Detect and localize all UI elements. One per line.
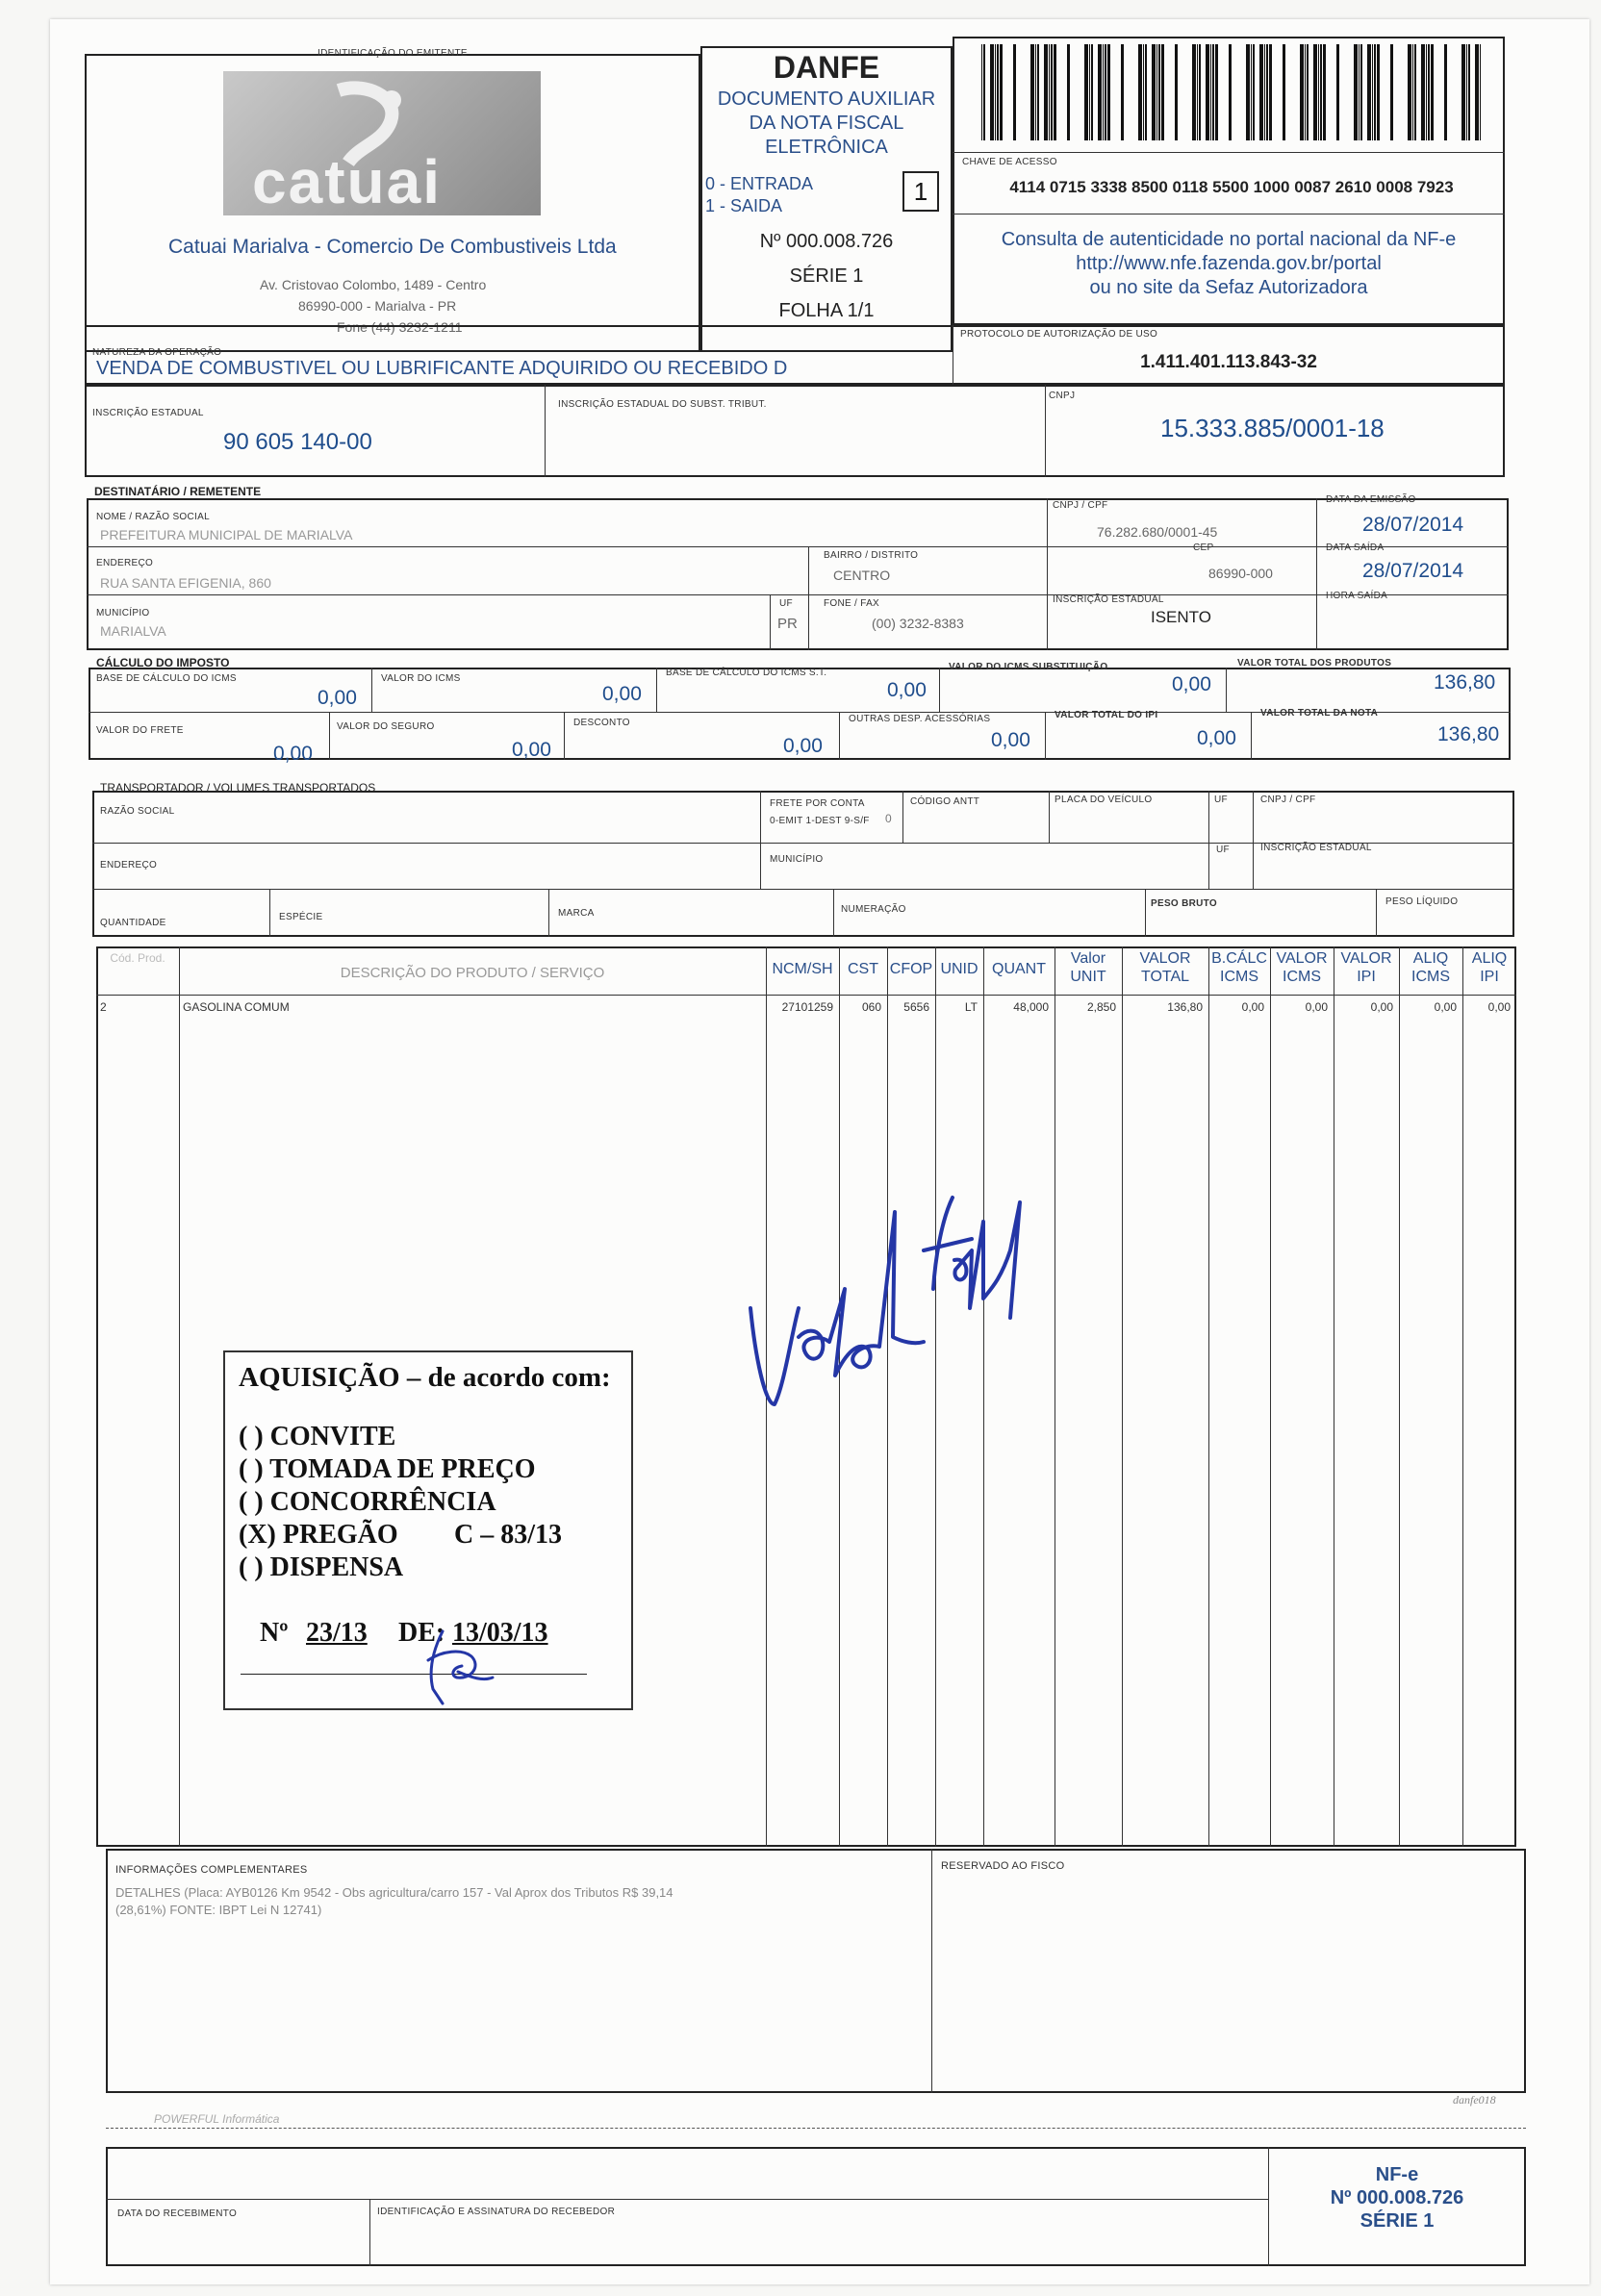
barcode-bar — [1307, 44, 1309, 140]
receipt-date-label: DATA DO RECEBIMENTO — [117, 2208, 238, 2219]
barcode-bar — [1264, 44, 1265, 140]
barcode-bar — [1431, 44, 1434, 140]
consult-line-2: http://www.nfe.fazenda.gov.br/portal — [1076, 253, 1382, 274]
barcode-bar — [1480, 44, 1481, 140]
uf-label: UF — [779, 598, 793, 609]
carrier-name-label: RAZÃO SOCIAL — [100, 806, 175, 817]
barcode-bar — [1468, 44, 1470, 140]
barcode-bar — [1253, 44, 1255, 140]
recipient-name: PREFEITURA MUNICIPAL DE MARIALVA — [100, 527, 353, 542]
emitter-name: Catuai Marialva - Comercio De Combustiveis Ltda — [168, 236, 617, 258]
info-line-2: (28,61%) FONTE: IBPT Lei N 12741) — [115, 1903, 322, 1917]
ie-value: 90 605 140-00 — [223, 429, 372, 455]
stamp-date-label: DE: — [398, 1618, 445, 1648]
barcode-bar — [1444, 44, 1447, 140]
barcode-bar — [1121, 44, 1124, 140]
entrada-label: 0 - ENTRADA — [705, 174, 814, 193]
danfe-subtitle-1: DOCUMENTO AUXILIAR — [717, 88, 936, 110]
danfe-serie: SÉRIE 1 — [789, 265, 864, 287]
barcode-bar — [1421, 44, 1425, 140]
barcode-bar — [1475, 44, 1479, 140]
phone-label: FONE / FAX — [824, 598, 880, 609]
emitter-logo — [223, 71, 541, 215]
column-divider — [1462, 946, 1463, 1847]
danfe-subtitle-2: DA NOTA FISCAL — [749, 113, 904, 134]
fisco-label: RESERVADO AO FISCO — [941, 1860, 1065, 1872]
barcode-bar — [1354, 44, 1358, 140]
recipient-address: RUA SANTA EFIGENIA, 860 — [100, 575, 271, 591]
recipient-cnpj: 76.282.680/0001-45 — [1097, 524, 1218, 540]
column-divider — [1208, 946, 1209, 1847]
footer-right: danfe018 — [1453, 2093, 1496, 2107]
consult-line-3: ou no site da Sefaz Autorizadora — [1089, 277, 1368, 298]
ipi: 0,00 — [1197, 727, 1236, 749]
column-header-cfop: CFOP — [889, 961, 933, 977]
operation-type-box — [902, 171, 939, 212]
consult-line-1: Consulta de autenticidade no portal nacional da NF-e — [1001, 229, 1457, 250]
stamp-option-concorrencia: ( ) CONCORRÊNCIA — [239, 1487, 496, 1517]
barcode-bar — [1013, 44, 1016, 140]
barcode-bar — [1152, 44, 1156, 140]
city: MARIALVA — [100, 623, 166, 639]
barcode-bar — [1103, 44, 1104, 140]
ie-st-label: INSCRIÇÃO ESTADUAL DO SUBST. TRIBUT. — [558, 399, 767, 410]
emitter-address-2: 86990-000 - Marialva - PR — [298, 298, 457, 314]
exit-date: 28/07/2014 — [1362, 560, 1464, 582]
numbering-label: NUMERAÇÃO — [841, 904, 906, 915]
column-divider — [1270, 946, 1271, 1847]
barcode-bar — [1107, 44, 1110, 140]
stamp-option-tomada: ( ) TOMADA DE PREÇO — [239, 1454, 536, 1484]
receipt-sign-label: IDENTIFICAÇÃO E ASSINATURA DO RECEBEDOR — [377, 2207, 616, 2217]
barcode-bar — [1158, 44, 1160, 140]
danfe-folha: FOLHA 1/1 — [778, 300, 875, 321]
total-products: 136,80 — [1434, 671, 1496, 694]
barcode-bar — [1044, 44, 1048, 140]
recipient-ie: ISENTO — [1151, 608, 1211, 626]
outras-label: OUTRAS DESP. ACESSÓRIAS — [849, 714, 991, 724]
nature-label: NATUREZA DA OPERAÇÃO — [92, 347, 222, 358]
barcode-bar — [997, 44, 999, 140]
carrier-ie-label: INSCRIÇÃO ESTADUAL — [1260, 843, 1372, 853]
nature-value: VENDA DE COMBUSTIVEL OU LUBRIFICANTE ADQUIRIDO OU RECEBIDO D — [96, 358, 788, 379]
barcode-bar — [1259, 44, 1263, 140]
antt-label: CÓDIGO ANTT — [910, 796, 980, 807]
item-cell-qty: 48,000 — [1013, 1000, 1049, 1014]
stamp-date: 13/03/13 — [452, 1618, 548, 1648]
seguro-label: VALOR DO SEGURO — [337, 721, 435, 732]
item-cell-total: 136,80 — [1167, 1000, 1203, 1014]
total-products-label: VALOR TOTAL DOS PRODUTOS — [1237, 658, 1392, 669]
barcode-bar — [1466, 44, 1467, 140]
carrier-uf-label: UF — [1214, 795, 1228, 805]
barcode-bar — [1318, 44, 1319, 140]
base-icms: 0,00 — [318, 687, 357, 709]
barcode-bar — [1067, 44, 1070, 140]
item-cell-base-icms: 0,00 — [1241, 1000, 1264, 1014]
barcode-bar — [1320, 44, 1322, 140]
danfe-subtitle-3: ELETRÔNICA — [765, 137, 888, 158]
danfe-number: Nº 000.008.726 — [759, 231, 894, 252]
district: CENTRO — [833, 568, 891, 583]
column-header-description: DESCRIÇÃO DO PRODUTO / SERVIÇO — [340, 965, 605, 981]
icms-label: VALOR DO ICMS — [381, 673, 461, 684]
item-cell-ncm: 27101259 — [781, 1000, 833, 1014]
barcode-bar — [1377, 44, 1380, 140]
receipt-nfe: NF-e — [1375, 2164, 1419, 2185]
barcode-bar — [1374, 44, 1376, 140]
freight-value: 0 — [885, 812, 892, 825]
barcode-bar — [1138, 44, 1142, 140]
carrier-city-label: MUNICÍPIO — [770, 854, 824, 865]
handwritten-signature-icon — [731, 1145, 1039, 1433]
outras: 0,00 — [991, 729, 1030, 751]
base-st-label: BASE DE CÁLCULO DO ICMS S.T. — [666, 668, 827, 678]
barcode-bar — [1408, 44, 1411, 140]
column-header-base-icms: B.CÁLC ICMS — [1211, 950, 1267, 985]
brand-label: MARCA — [558, 908, 595, 919]
access-key-label: CHAVE DE ACESSO — [962, 157, 1057, 167]
footer-left: POWERFUL Informática — [154, 2112, 280, 2126]
barcode-bar — [1390, 44, 1393, 140]
barcode-bar — [1199, 44, 1201, 140]
recipient-cnpj-label: CNPJ / CPF — [1053, 500, 1108, 511]
hour-label: HORA SAÍDA — [1326, 591, 1388, 601]
quantity-label: QUANTIDADE — [100, 918, 166, 928]
column-header-qty: QUANT — [992, 961, 1046, 977]
item-cell-cfop: 5656 — [903, 1000, 929, 1014]
frete-label: VALOR DO FRETE — [96, 725, 184, 736]
recipient-name-label: NOME / RAZÃO SOCIAL — [96, 512, 210, 522]
column-divider — [179, 946, 180, 1847]
icms: 0,00 — [602, 683, 642, 705]
column-divider — [1122, 946, 1123, 1847]
barcode-bar — [1426, 44, 1427, 140]
barcode-bar — [1266, 44, 1268, 140]
barcode-bar — [990, 44, 994, 140]
barcode-bar — [1210, 44, 1211, 140]
item-cell-ipi: 0,00 — [1370, 1000, 1393, 1014]
operation-type-value: 1 — [913, 177, 928, 206]
species-label: ESPÉCIE — [279, 912, 323, 922]
barcode-bar — [1269, 44, 1272, 140]
barcode-bar — [1359, 44, 1360, 140]
barcode-bar — [1091, 44, 1093, 140]
cnpj-label: CNPJ — [1049, 391, 1076, 401]
barcode-bar — [1246, 44, 1250, 140]
column-header-ncm: NCM/SH — [772, 961, 833, 977]
barcode-bar — [1192, 44, 1196, 140]
emitter-phone: Fone (44) 3232-1211 — [337, 319, 463, 335]
saida-label: 1 - SAIDA — [705, 196, 783, 215]
protocol-label: PROTOCOLO DE AUTORIZAÇÃO DE USO — [960, 329, 1158, 340]
item-cell-icms: 0,00 — [1305, 1000, 1328, 1014]
protocol-value: 1.411.401.113.843-32 — [1140, 352, 1317, 372]
total-note: 136,80 — [1437, 723, 1500, 745]
base-st: 0,00 — [887, 679, 927, 701]
barcode-bar — [1305, 44, 1306, 140]
item-cell-aliq-icms: 0,00 — [1434, 1000, 1457, 1014]
icms-st: 0,00 — [1172, 673, 1211, 695]
barcode-bar — [995, 44, 996, 140]
icms-st-label: VALOR DO ICMS SUBSTITUIÇÃO — [949, 662, 1108, 672]
barcode-icon — [981, 44, 1482, 140]
column-header-total: VALOR TOTAL — [1139, 950, 1191, 985]
barcode-bar — [1049, 44, 1050, 140]
barcode-bar — [1161, 44, 1164, 140]
column-header-unit: UNID — [940, 961, 978, 977]
desconto: 0,00 — [783, 735, 823, 757]
barcode-bar — [1089, 44, 1090, 140]
emission-date: 28/07/2014 — [1362, 514, 1464, 536]
desconto-label: DESCONTO — [573, 718, 630, 728]
stamp-initials-icon — [414, 1622, 500, 1708]
barcode-bar — [1414, 44, 1416, 140]
item-cell-cst: 060 — [861, 1000, 881, 1014]
base-icms-label: BASE DE CÁLCULO DO ICMS — [96, 673, 237, 684]
info-line-1: DETALHES (Placa: AYB0126 Km 9542 - Obs agricultura/carro 157 - Val Aprox dos Tributos R$ 39,14 — [115, 1885, 673, 1900]
seguro: 0,00 — [512, 739, 551, 761]
cep: 86990-000 — [1208, 566, 1273, 581]
danfe-title: DANFE — [773, 50, 880, 85]
net-weight-label: PESO LÍQUIDO — [1385, 896, 1459, 907]
total-note-label: VALOR TOTAL DA NOTA — [1260, 708, 1379, 719]
item-cell-unit: LT — [964, 1000, 978, 1014]
carrier-uf-label-2: UF — [1216, 845, 1230, 855]
barcode-bar — [1461, 44, 1465, 140]
barcode-bar — [1054, 44, 1056, 140]
barcode-bar — [1251, 44, 1252, 140]
column-header-unit-value: Valor UNIT — [1070, 950, 1106, 985]
info-label: INFORMAÇÕES COMPLEMENTARES — [115, 1864, 308, 1876]
city-label: MUNICÍPIO — [96, 608, 150, 618]
stamp-number-label: Nº — [260, 1618, 289, 1648]
barcode-bar — [1084, 44, 1088, 140]
carrier-cnpj-label: CNPJ / CPF — [1260, 795, 1316, 805]
carrier-address-label: ENDEREÇO — [100, 860, 158, 870]
barcode-bar — [1098, 44, 1102, 140]
district-label: BAIRRO / DISTRITO — [824, 550, 919, 561]
column-header-ipi: VALOR IPI — [1340, 950, 1392, 985]
column-header-aliq-icms: ALIQ ICMS — [1411, 950, 1450, 985]
logo-text: catuai — [252, 147, 442, 216]
emitter-label: IDENTIFICAÇÃO DO EMITENTE — [318, 48, 468, 59]
barcode-bar — [1156, 44, 1157, 140]
column-header-icms: VALOR ICMS — [1276, 950, 1328, 985]
barcode-bar — [1229, 44, 1232, 140]
stamp-number: 23/13 — [306, 1618, 368, 1648]
barcode-bar — [1197, 44, 1198, 140]
plate-label: PLACA DO VEÍCULO — [1055, 795, 1153, 805]
stamp-pregao-ref: C – 83/13 — [454, 1520, 562, 1550]
recipient-ie-label: INSCRIÇÃO ESTADUAL — [1053, 594, 1164, 605]
cep-label: CEP — [1193, 542, 1214, 553]
barcode-bar — [1143, 44, 1144, 140]
barcode-bar — [1030, 44, 1034, 140]
recipient-box — [87, 498, 1509, 650]
stamp-option-dispensa: ( ) DISPENSA — [239, 1552, 404, 1582]
barcode-bar — [1212, 44, 1214, 140]
cnpj-value: 15.333.885/0001-18 — [1160, 414, 1385, 442]
barcode-bar — [1336, 44, 1339, 140]
recipient-section-title: DESTINATÁRIO / REMETENTE — [94, 485, 262, 498]
barcode-bar — [1037, 44, 1039, 140]
uf: PR — [777, 616, 798, 632]
barcode-bar — [1145, 44, 1147, 140]
barcode-bar — [1428, 44, 1430, 140]
barcode-bar — [1035, 44, 1036, 140]
receipt-number: Nº 000.008.726 — [1330, 2187, 1464, 2208]
barcode-bar — [1300, 44, 1304, 140]
barcode-bar — [1000, 44, 1003, 140]
ie-label: INSCRIÇÃO ESTADUAL — [92, 408, 204, 418]
emission-date-label: DATA DA EMISSÃO — [1326, 494, 1416, 505]
barcode-bar — [1105, 44, 1106, 140]
column-divider — [1399, 946, 1400, 1847]
barcode-bar — [1367, 44, 1371, 140]
item-cell-code: 2 — [100, 1000, 107, 1014]
barcode-bar — [1412, 44, 1413, 140]
emitter-address-1: Av. Cristovao Colombo, 1489 - Centro — [260, 277, 487, 292]
item-cell-aliq-ipi: 0,00 — [1487, 1000, 1511, 1014]
barcode-bar — [1323, 44, 1326, 140]
barcode-bar — [983, 44, 985, 140]
recipient-address-label: ENDEREÇO — [96, 558, 154, 568]
receipt-serie: SÉRIE 1 — [1360, 2210, 1435, 2232]
barcode-bar — [1313, 44, 1317, 140]
barcode-bar — [1360, 44, 1362, 140]
ipi-label: VALOR TOTAL DO IPI — [1055, 710, 1158, 720]
barcode-bar — [1283, 44, 1285, 140]
gross-weight-label: PESO BRUTO — [1151, 898, 1217, 909]
exit-date-label: DATA SAÍDA — [1326, 542, 1385, 553]
tax-section-title: CÁLCULO DO IMPOSTO — [96, 656, 230, 669]
stamp-option-convite: ( ) CONVITE — [239, 1422, 396, 1451]
stamp-heading: AQUISIÇÃO – de acordo com: — [239, 1362, 611, 1393]
frete: 0,00 — [273, 743, 313, 765]
barcode-bar — [981, 44, 982, 140]
item-cell-description: GASOLINA COMUM — [183, 1000, 290, 1014]
barcode-bar — [1372, 44, 1373, 140]
freight-label: FRETE POR CONTA — [770, 798, 865, 809]
cut-line — [106, 2128, 1526, 2129]
column-header-cst: CST — [848, 961, 878, 977]
barcode-bar — [1206, 44, 1209, 140]
barcode-bar — [1175, 44, 1178, 140]
barcode-bar — [1051, 44, 1053, 140]
transport-section-title: TRANSPORTADOR / VOLUMES TRANSPORTADOS — [100, 781, 376, 795]
item-cell-unit-value: 2,850 — [1086, 1000, 1116, 1014]
access-key: 4114 0715 3338 8500 0118 5500 1000 0087 2610 0008 7923 — [1009, 178, 1454, 196]
column-header-aliq-ipi: ALIQ IPI — [1471, 950, 1508, 985]
barcode-bar — [1215, 44, 1218, 140]
freight-options: 0-EMIT 1-DEST 9-S/F — [770, 816, 870, 826]
stamp-option-pregao: (X) PREGÃO — [239, 1520, 398, 1550]
column-header-code: Cód. Prod. — [110, 951, 165, 965]
phone: (00) 3232-8383 — [872, 616, 964, 631]
